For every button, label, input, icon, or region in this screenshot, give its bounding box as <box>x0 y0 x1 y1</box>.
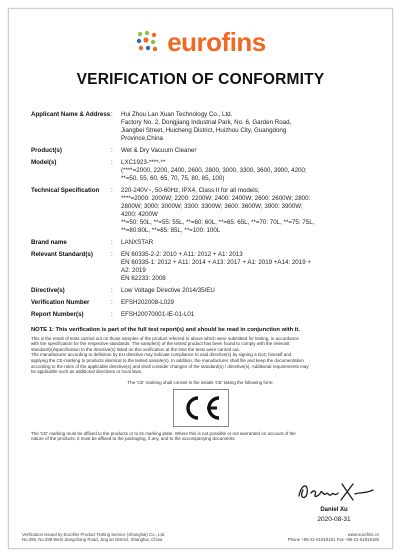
note-line: This is the result of tests carried out on those samples of the product referred to above which were submitted for testing, in accordance <box>31 335 299 341</box>
ce-footnote-line: The 'CE' marking must be affixed to the products or to its marking plate. Where this is not possible or not warranted on account of the <box>31 430 296 436</box>
field-row <box>31 299 370 307</box>
field-value <box>121 299 370 307</box>
field-value <box>121 287 370 295</box>
document-title: VERIFICATION OF CONFORMITY <box>76 71 325 88</box>
ce-mark-box <box>173 389 229 427</box>
signatory-name: Daniel Xu <box>320 507 348 513</box>
field-separator: : <box>111 287 113 294</box>
field-value-line: 220-240V~, 50-60Hz, IPX4, Class II for all models; <box>121 187 260 194</box>
footer-line: www.eurofins.cn <box>347 531 379 537</box>
handwritten-signature <box>295 478 379 504</box>
field-value-line: A2: 2019 <box>121 267 146 274</box>
field-separator: : <box>111 299 113 306</box>
field-value <box>121 159 370 183</box>
footer-contact <box>288 532 379 543</box>
field-value-line: Wet & Dry Vacuum Cleaner <box>121 147 197 154</box>
field-value <box>121 311 370 319</box>
field-value-line: Hui Zhou Lan Xuan Technology Co., Ltd. <box>121 111 233 118</box>
footer-line: Phone +86-21-61819181 Fax +86-21-61819180 <box>287 537 379 543</box>
ce-mark-icon <box>178 394 224 422</box>
field-value-line: LANXSTAR <box>121 239 154 246</box>
field-value-line: Low Voltage Directive 2014/35/EU <box>121 287 215 294</box>
field-separator: : <box>111 159 113 166</box>
eurofins-dots-icon <box>135 29 161 55</box>
eurofins-wordmark: eurofins <box>167 26 266 57</box>
field-value <box>121 239 370 247</box>
field-value-line: **=50, 55, 60, 65, 70, 75, 80, 85, 100) <box>121 175 225 182</box>
ce-footnote <box>31 431 370 442</box>
eurofins-logo <box>31 27 370 57</box>
note-line: standard(s)/specification to the directive(s) listed on this verification at the time the tests were carried out. <box>31 346 240 352</box>
field-value-line: EFSH20070001-IE-01-L01 <box>121 311 195 318</box>
field-separator: : <box>111 147 113 154</box>
ce-caption: The 'CE' marking shall consist in the initials 'CE' taking the following form: <box>127 379 274 385</box>
note-line: The manufacturer according to definition by EU directive may indicate compliance to said directive(s) by signing a DoC himself and <box>31 352 292 358</box>
field-value-line: EN 60335-2-2: 2010 + A11: 2012 + A1: 2013 <box>121 251 243 258</box>
field-value-line: Factory No. 2, Dongjiang Industrial Park, No. 6, Garden Road, <box>121 119 292 126</box>
field-label: Verification Number <box>31 299 90 306</box>
footer-line: Verification issued by Eurofins Product Testing Service (Shanghai) Co., Ltd. <box>22 531 166 537</box>
field-label: Applicant Name & Address <box>31 111 111 118</box>
field-row <box>31 159 370 183</box>
field-value-line: Jiangbei Street, Huicheng District, Huizhou City, Guangdong <box>121 127 287 134</box>
field-label: Report Number(s) <box>31 311 84 318</box>
field-separator: : <box>111 187 113 194</box>
field-label: Brand name <box>31 239 67 246</box>
field-value-line: (****=2000, 2200, 2400, 2600, 2800, 3000, 3300, 3600, 3900, 4200; <box>121 167 307 174</box>
field-value-line: **=80:80L, **=85: 85L, **=100: 100L <box>121 227 221 234</box>
field-label: Model(s) <box>31 159 57 166</box>
field-list <box>31 111 370 319</box>
footer-issuer <box>22 532 165 543</box>
field-row <box>31 251 370 283</box>
page-footer <box>22 532 379 543</box>
field-value-line: LXC1923-****-** <box>121 159 166 166</box>
field-row <box>31 111 370 143</box>
field-label: Technical Specification <box>31 187 100 194</box>
note-line: applying the CE-marking to products identical to the tested sample(s). In addition, the manufacturer shall file and keep the documentation <box>31 357 304 363</box>
field-value <box>121 251 370 283</box>
note-section <box>31 328 370 375</box>
field-value-line: EN 60335-1: 2012 + A11: 2014 + A13: 2017 + A1: 2019 +A14: 2019 + <box>121 259 311 266</box>
ce-footnote-line: nature of the products, it must be affixed to the packaging, if any, and to the accompanying documents. <box>31 436 236 442</box>
field-value-line: 4200: 4200W <box>121 211 158 218</box>
field-separator: : <box>111 111 113 118</box>
field-value-line: 2800W; 3000: 3000W; 3300: 3300W; 3600: 3600W; 3900: 3900W; <box>121 203 303 210</box>
note-body <box>31 336 370 375</box>
field-row <box>31 147 370 155</box>
field-value <box>121 187 370 235</box>
field-value-line: EFSH202008-L029 <box>121 299 174 306</box>
field-separator: : <box>111 239 113 246</box>
field-label: Product(s) <box>31 147 62 154</box>
field-row <box>31 311 370 319</box>
signature-block <box>289 478 379 523</box>
note-line: be applicable such as additional directives or local laws. <box>31 369 143 375</box>
ce-mark-container <box>31 389 370 427</box>
field-row <box>31 187 370 235</box>
field-row <box>31 287 370 295</box>
note-heading: NOTE 1: This verification is part of the full test report(s) and should be read in conjunction with it. <box>31 327 300 333</box>
footer-line: No.395, No.399 West Jiangchang Road, Jing an District, Shanghai, China <box>22 537 163 543</box>
note-line: according to the rules of the applicable directive(s) and shall consider changes of the standard(s) / directive(s). Additional requirements may <box>31 363 309 369</box>
signature-date: 2020-08-31 <box>317 516 351 523</box>
field-label: Directive(s) <box>31 287 65 294</box>
field-value-line: ****=2000: 2000W; 2200: 2200W; 2400: 2400W; 2600: 2600W; 2800: <box>121 195 311 202</box>
field-value-line: **=50: 50L, **=55: 55L, **=60: 60L, **=65: 65L, **=70: 70L, **=75: 75L, <box>121 219 315 226</box>
field-separator: : <box>111 251 113 258</box>
field-value-line: Province,China <box>121 135 163 142</box>
field-separator: : <box>111 311 113 318</box>
field-value <box>121 147 370 155</box>
certificate-frame <box>8 8 393 549</box>
field-row <box>31 239 370 247</box>
field-value-line: EN 62233: 2008 <box>121 275 166 282</box>
note-line: with the specification for the respective standards. The sample(s) of the tested product has been found to comply with the relevant <box>31 341 290 347</box>
field-label: Relevant Standard(s) <box>31 251 93 258</box>
field-value <box>121 111 370 143</box>
